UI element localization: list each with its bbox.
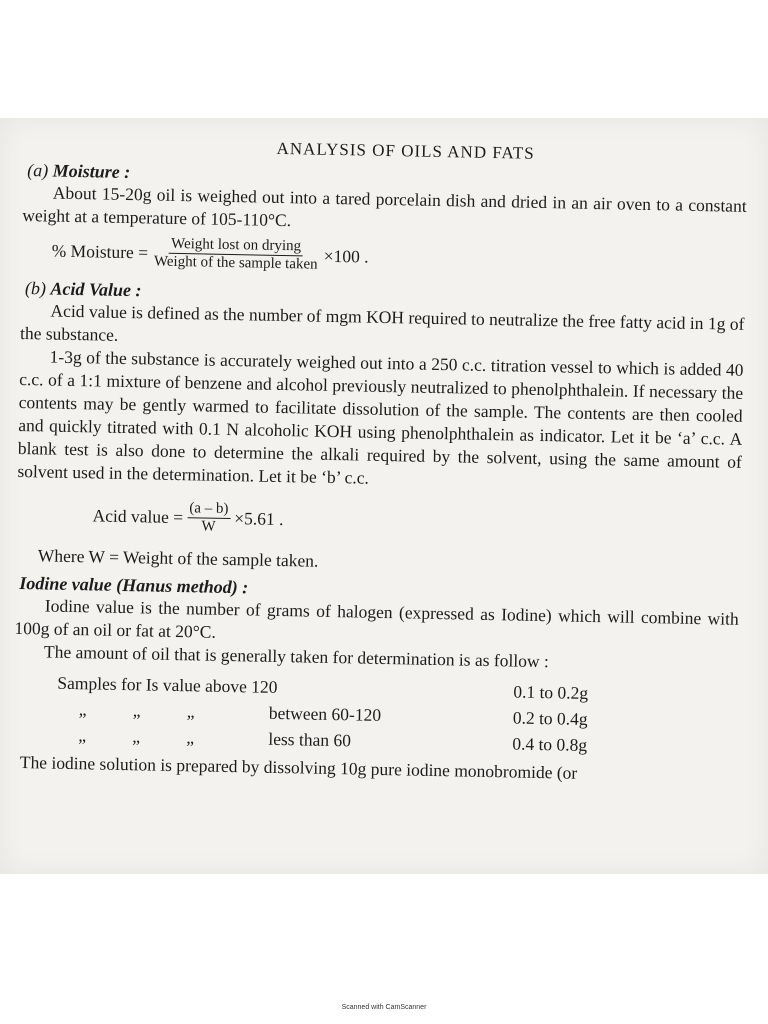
moisture-heading-text: Moisture :: [52, 160, 131, 183]
acid-where: Where W = Weight of the sample taken.: [37, 545, 319, 571]
moisture-formula: [51, 234, 746, 282]
acid-fraction: [187, 500, 231, 536]
acid-heading-prefix: (b): [24, 278, 47, 299]
scanner-watermark: Scanned with CamScanner: [341, 1004, 427, 1011]
sample-condition: less than 60: [268, 728, 352, 751]
iodine-heading-text: Iodine value (Hanus method) :: [19, 572, 249, 598]
moisture-heading-prefix: (a): [27, 160, 49, 181]
acid-numerator: (a – b): [187, 500, 230, 519]
ditto-mark: „: [132, 700, 141, 721]
acid-formula-tail: ×5.61 .: [234, 508, 284, 530]
ditto-mark: „: [78, 699, 87, 720]
sample-condition: between 60-120: [268, 702, 382, 725]
acid-formula: [92, 498, 741, 545]
ditto-mark: „: [186, 701, 195, 722]
sample-amount-table: [56, 670, 737, 761]
moisture-numerator: Weight lost on drying: [169, 236, 303, 257]
document-page: [12, 130, 748, 788]
iodine-solution-paragraph: The iodine solution is prepared by dissolving 10g pure iodine monobromide (or: [19, 752, 578, 783]
ditto-mark: „: [186, 727, 195, 748]
moisture-denominator: Weight of the sample taken: [153, 253, 318, 273]
acid-heading-text: Acid Value :: [50, 278, 142, 301]
sample-condition: Samples for Is value above 120: [57, 672, 278, 697]
sample-ditto-marks: [56, 722, 268, 752]
acid-definition: Acid value is defined as the number of mgm KOH required to neutralize the free fatty acid in 1g of the substance.: [19, 300, 745, 345]
sample-amount: 0.1 to 0.2g: [513, 681, 589, 703]
sample-amount: 0.2 to 0.4g: [512, 707, 588, 729]
sample-amount: 0.4 to 0.8g: [512, 733, 588, 755]
acid-formula-lhs: Acid value =: [92, 505, 184, 528]
acid-procedure: 1-3g of the substance is accurately weighed out into a 250 c.c. titration vessel to which is added 40 c.c. of a 1:1 mixture of benzene and alcohol previously neutralized to phenolphthalein. If necessary the contents may be gently warmed to facilitate dissolution of the sample. The contents are then cooled and quickly titrated with 0.1 N alcoholic KOH using phenolphthalein as indicator. Let it be ‘a’ c.c. A blank test is also done to determine the alkali required by the solvent, using the same amount of solvent used in the determination. Let it be ‘b’ c.c.: [17, 346, 744, 488]
sample-ditto-marks: [57, 696, 269, 726]
moisture-formula-lhs: % Moisture =: [51, 240, 149, 263]
moisture-formula-tail: ×100 .: [323, 245, 369, 267]
iodine-definition: Iodine value is the number of grams of halogen (expressed as Iodine) which will combine with 100g of an oil or fat at 20°C.: [14, 595, 739, 642]
ditto-mark: „: [78, 725, 87, 746]
acid-denominator: W: [201, 518, 216, 535]
iodine-amount-intro: The amount of oil that is generally taken for determination is as follow :: [43, 641, 550, 672]
page-title: ANALYSIS OF OILS AND FATS: [276, 138, 535, 163]
moisture-fraction: [152, 235, 320, 273]
ditto-mark: „: [132, 726, 141, 747]
moisture-paragraph: About 15-20g oil is weighed out into a tared porcelain dish and dried in an air oven to a constant weight at a temperature of 105-110°C.: [22, 182, 747, 231]
